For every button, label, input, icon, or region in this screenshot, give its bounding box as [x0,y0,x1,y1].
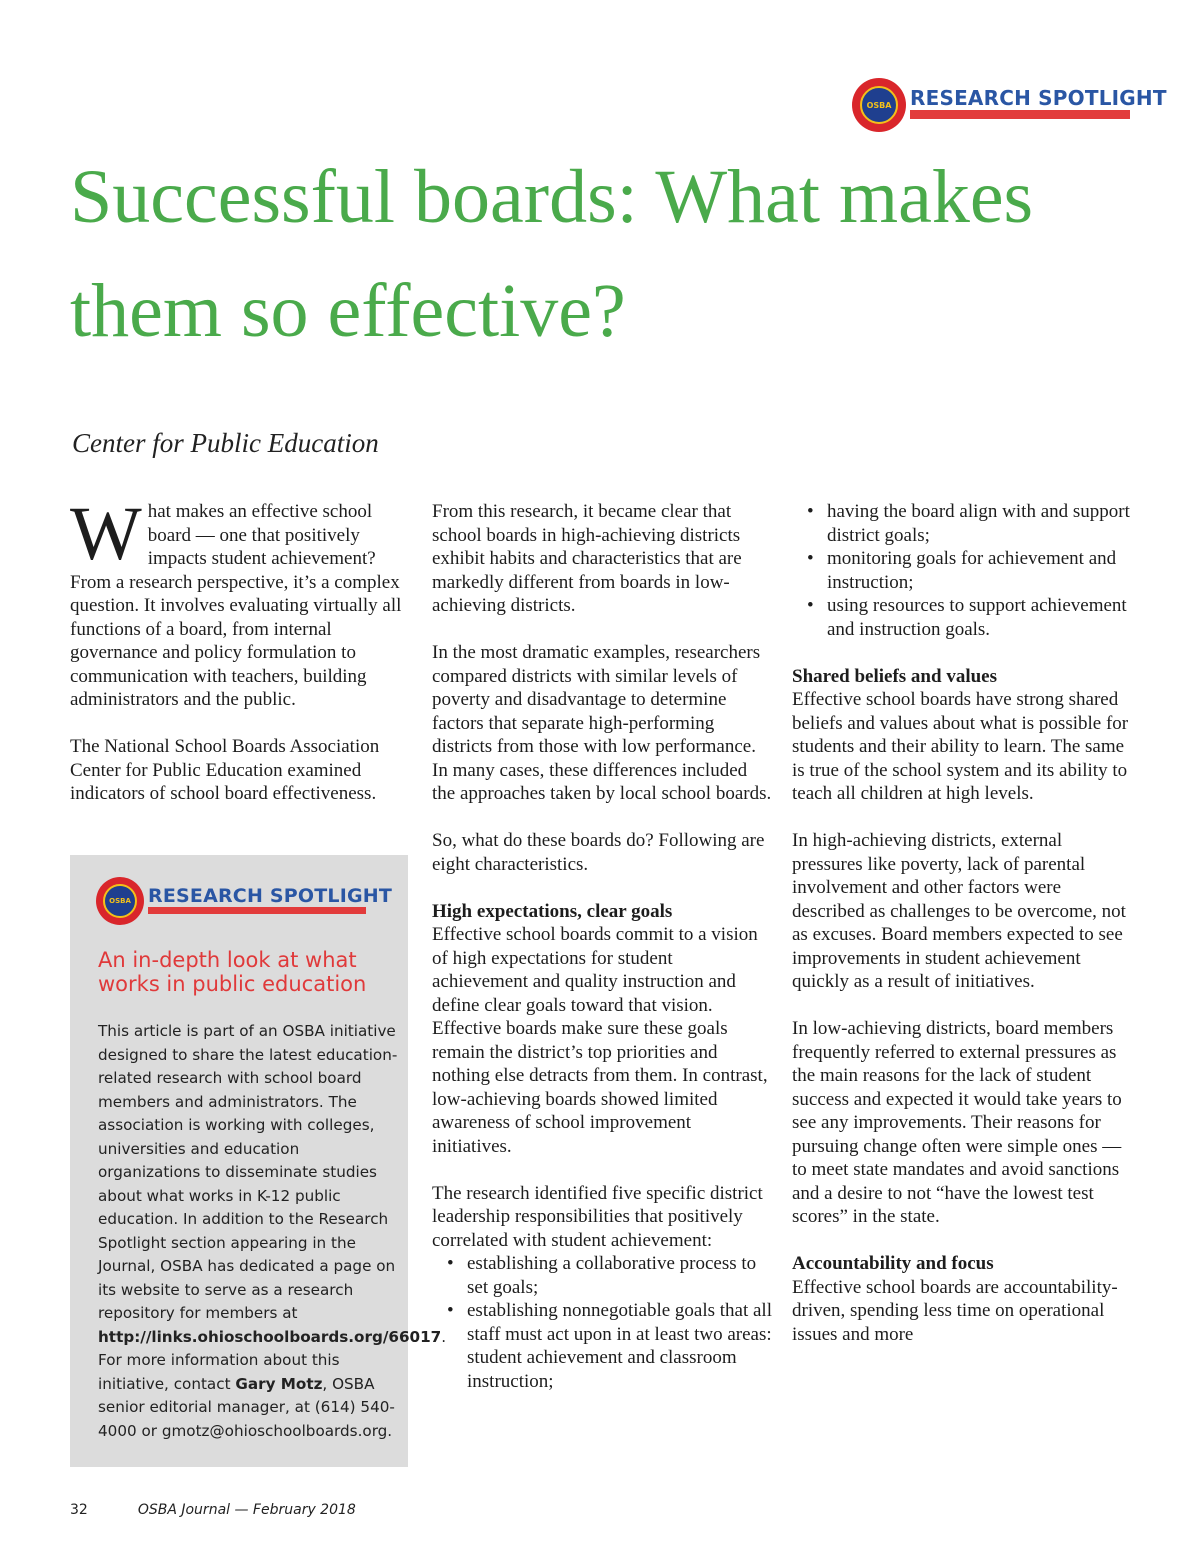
sidebar-body: This article is part of an OSBA initiative designed to share the latest education-related research with school board members and administrators. The association is working with colleges, universities and education organizations to disseminate studies about what works in K-12 public education. In addition to the Research Spotlight section appearing in the Journal, OSBA has dedicated a page on its website to serve as a research repository for members at http://links.ohioschoolboards.org/66017. For more information about this initiative, contact Gary Motz, OSBA senior editorial manager, at (614) 540-4000 or gmotz@ohioschoolboards.org. [98,1022,447,1440]
list-item: • using resources to support achievement and instruction goals. [827,594,1132,641]
badge-label: RESEARCH SPOTLIGHT [910,86,1167,110]
subheading: High expectations, clear goals [432,900,673,922]
section: High expectations, clear goals Effective school boards commit to a vision of high expectations for student achievement and quality instruction and define clear goals toward that vision. Effective boards make sure these goals remain the district’s top priorities and nothing else detracts from them. In contrast, low-achieving boards showed limited awareness of school improvement initiatives. [432,900,772,1159]
section: Shared beliefs and values Effective school boards have strong shared beliefs and values about what is possible for students and their ability to learn. The same is true of the school system and its ability to teach all children at high levels. [792,665,1132,806]
publication-info: OSBA Journal — February 2018 [137,1502,356,1518]
sidebar-box [70,855,447,1467]
page-number: 32 [70,1502,88,1518]
research-spotlight-badge [852,78,1167,134]
bullet-list [432,1252,772,1393]
intro-paragraph: What makes an effective school board — one that positively impacts student achievement? From a research perspective, it’s a complex question. It involves evaluating virtually all functions of a board, from internal governance and policy formulation to communication with teachers, building administrators and the public. [70,492,402,710]
osba-seal-icon: OSBA [96,877,144,925]
column-3 [792,500,1132,1370]
list-item: • establishing a collaborative process to set goals; [467,1252,772,1299]
sidebar-heading: An in-depth look at what works in public education [98,948,367,996]
paragraph: In low-achieving districts, board members frequently referred to external pressures as the main reasons for the lack of student success and expected it would take years to see any improvements. Their reasons for pursuing change often were simple ones — to meet state mandates and avoid sanctions and a desire to not “have the lowest test scores” in the state. [792,1018,1122,1227]
article-title: Successful boards: What makes them so effective? [70,155,1034,353]
paragraph: From this research, it became clear that school boards in high-achieving districts exhibit habits and characteristics that are markedly different from boards in low-achieving districts. [432,501,742,616]
byline: Center for Public Education [72,428,379,458]
column-1 [70,492,410,829]
list-item: • monitoring goals for achievement and instruction; [827,547,1132,594]
contact-name: Gary Motz [235,1374,323,1393]
page-footer [70,1502,356,1518]
sidebar-badge [96,877,393,927]
column-2 [432,500,772,1393]
repository-link[interactable]: http://links.ohioschoolboards.org/66017 [98,1327,442,1346]
list-item: • establishing nonnegotiable goals that all staff must act upon in at least two areas: student achievement and classroom instruction; [467,1299,772,1393]
bullet-list [792,500,1132,641]
subheading: Accountability and focus [792,1253,994,1274]
paragraph: The research identified five specific district leadership responsibilities that positively correlated with student achievement: [432,1182,763,1251]
sidebar-badge-underline [148,907,366,914]
paragraph: So, what do these boards do? Following are eight characteristics. [432,830,765,875]
badge-underline [910,110,1130,119]
paragraph: The National School Boards Association Center for Public Education examined indicators of school board effectiveness. [70,736,380,804]
drop-cap: W [70,492,142,576]
paragraph: In the most dramatic examples, researchers compared districts with similar levels of poverty and disadvantage to determine factors that separate high-performing districts from those with low performance. In many cases, these differences included the approaches taken by local school boards. [432,642,772,804]
section: Accountability and focus Effective school boards are accountability-driven, spending less time on operational issues and more [792,1252,1132,1346]
subheading: Shared beliefs and values [792,665,997,687]
sidebar-badge-label: RESEARCH SPOTLIGHT [148,885,393,907]
paragraph: In high-achieving districts, external pressures like poverty, lack of parental involvement and other factors were described as challenges to be overcome, not as excuses. Board members expected to see improvements in student achievement quickly as a result of initiatives. [792,830,1126,992]
osba-seal-icon: OSBA [852,78,906,132]
list-item: • having the board align with and support district goals; [827,500,1132,547]
